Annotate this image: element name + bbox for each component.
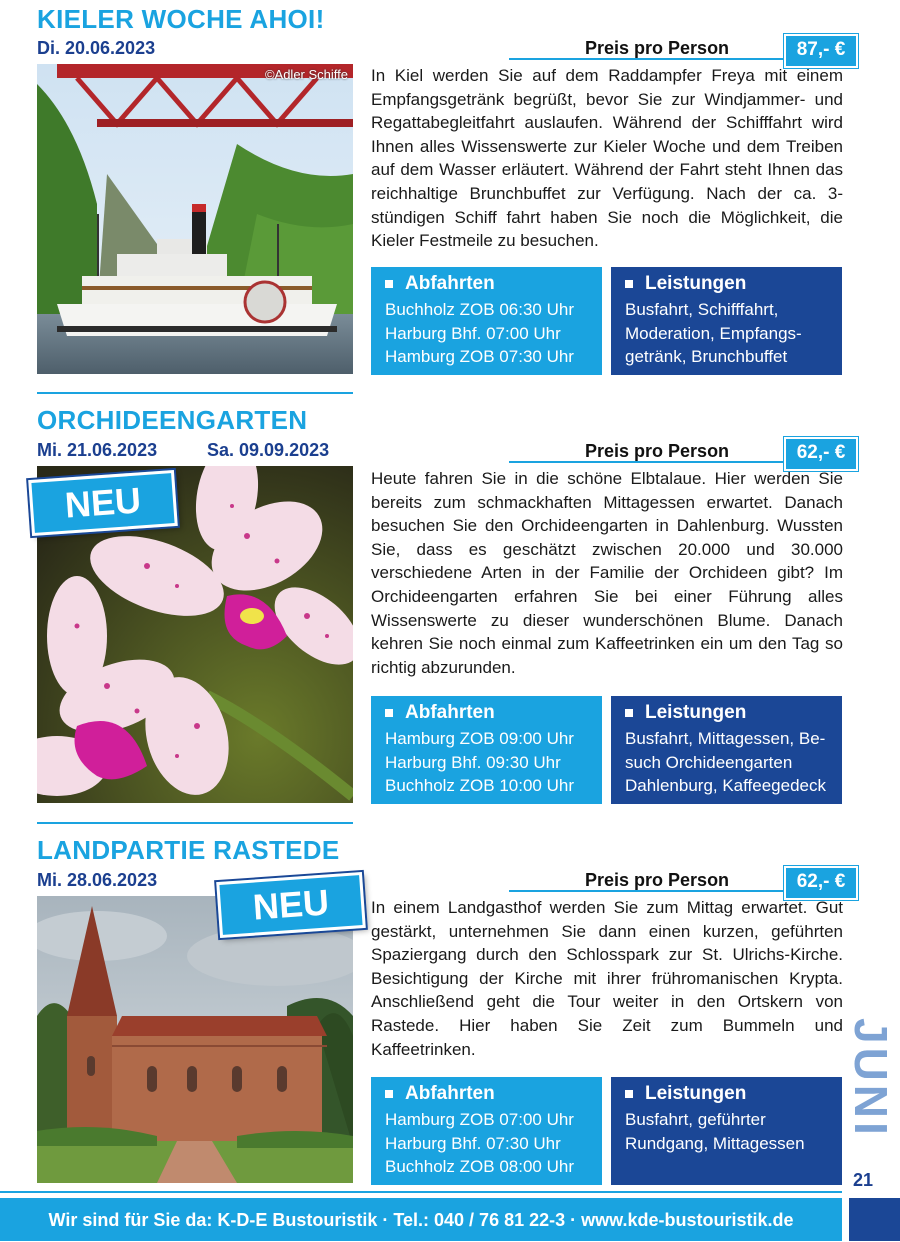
departure-item: Buchholz ZOB 06:30 Uhr bbox=[385, 300, 574, 319]
service-item: such Orchideengarten bbox=[625, 752, 793, 772]
trip-date-second: Sa. 09.09.2023 bbox=[207, 440, 330, 460]
trip-title: ORCHIDEENGARTEN bbox=[37, 405, 308, 435]
departure-item: Hamburg ZOB 07:30 Uhr bbox=[385, 347, 574, 366]
footer-corner-block bbox=[849, 1198, 900, 1241]
service-item: Rundgang, Mittagessen bbox=[625, 1133, 805, 1153]
bullet-icon bbox=[625, 1090, 633, 1098]
month-label: JUNI bbox=[845, 1018, 897, 1139]
services-box bbox=[611, 696, 842, 804]
departures-box bbox=[371, 267, 602, 375]
services-title: Leistungen bbox=[645, 273, 747, 294]
bullet-icon bbox=[625, 280, 633, 288]
trip-description: In einem Landgasthof werden Sie zum Mittag erwartet. Gut gestärkt, unternehmen Sie dann einen kurzen, geführten Spaziergang durch den Schlosspark zur St. Ulrichs-Kirche. Besichtigung der Kirche mit ihrer frühromanischen Krypta. Anschließend geht die Tour weiter in den Ortskern von Rastede. Hier haben Sie Zeit zum Bummeln und Kaffeetrinken. bbox=[371, 898, 843, 1059]
services-title: Leistungen bbox=[645, 1083, 747, 1104]
trip-date: Mi. 28.06.2023 bbox=[37, 870, 158, 890]
footer-contact: Wir sind für Sie da: K-D-E Bustouristik · Tel.: 040 / 76 81 22-3 · www.kde-bustouristik.de bbox=[0, 1198, 842, 1241]
trip-photo-paddle-steamer bbox=[37, 64, 353, 374]
departure-item: Buchholz ZOB 10:00 Uhr bbox=[385, 776, 574, 795]
service-item: Busfahrt, Mittagessen, Be- bbox=[625, 729, 826, 748]
service-item: Busfahrt, Schifffahrt, bbox=[625, 300, 779, 319]
service-item: Dahlenburg, Kaffeegedeck bbox=[625, 776, 827, 795]
trip-date: Di. 20.06.2023 bbox=[37, 38, 156, 58]
bullet-icon bbox=[625, 709, 633, 717]
bullet-icon bbox=[385, 280, 393, 288]
trip-title: LANDPARTIE RASTEDE bbox=[37, 835, 340, 865]
photo-credit: ©Adler Schiffe bbox=[264, 67, 348, 82]
trip-description: Heute fahren Sie in die schöne Elbtalaue. Hier werden Sie bereits zum schmackhaften Mittagessen erwartet. Danach besuchen Sie den Orchideengarten in Dahlenburg. Wussten Sie, dass es geschätzt zwischen 20.000 und 30.000 verschiedene Arten in der Familie der Orchideen gibt? Im Orchideengarten erfahren Sie bei einer Führung alles Wissenswerte zu dieser wunderschönen Blume. Danach kehren Sie noch einmal zum Kaffeetrinken ein um den Tag so richtig abzurunden. bbox=[371, 469, 843, 677]
departure-item: Harburg Bhf. 09:30 Uhr bbox=[385, 752, 561, 772]
new-badge: NEU bbox=[216, 872, 366, 938]
section-divider bbox=[37, 392, 353, 394]
departures-title: Abfahrten bbox=[405, 1083, 495, 1104]
departure-item: Harburg Bhf. 07:00 Uhr bbox=[385, 323, 561, 343]
departure-item: Buchholz ZOB 08:00 Uhr bbox=[385, 1157, 574, 1176]
section-divider bbox=[37, 822, 353, 824]
departure-item: Hamburg ZOB 09:00 Uhr bbox=[385, 729, 574, 748]
services-title: Leistungen bbox=[645, 702, 747, 723]
new-badge: NEU bbox=[28, 470, 178, 536]
price-badge: 62,- € bbox=[784, 866, 858, 900]
price-badge: 62,- € bbox=[784, 437, 858, 471]
service-item: Moderation, Empfangs- bbox=[625, 323, 802, 343]
departures-box bbox=[371, 696, 602, 804]
trip-title: KIELER WOCHE AHOI! bbox=[37, 4, 325, 34]
price-label: Preis pro Person bbox=[585, 441, 730, 461]
price-label: Preis pro Person bbox=[585, 870, 730, 890]
bullet-icon bbox=[385, 1090, 393, 1098]
service-item: Busfahrt, geführter bbox=[625, 1110, 766, 1129]
departure-item: Hamburg ZOB 07:00 Uhr bbox=[385, 1110, 574, 1129]
price-badge: 87,- € bbox=[784, 34, 858, 68]
departures-title: Abfahrten bbox=[405, 702, 495, 723]
page-number: 21 bbox=[853, 1170, 874, 1190]
trip-date: Mi. 21.06.2023 bbox=[37, 440, 158, 460]
departure-item: Harburg Bhf. 07:30 Uhr bbox=[385, 1133, 561, 1153]
departures-title: Abfahrten bbox=[405, 273, 495, 294]
services-box bbox=[611, 1077, 842, 1185]
trip-description: In Kiel werden Sie auf dem Raddampfer Freya mit einem Empfangsgetränk begrüßt, bevor Sie zur Windjammer- und Regattabegleitfahrt auslaufen. Während der Schifffahrt wird Ihnen alles Wissenswerte zur Kieler Woche und dem Treiben auf dem Wasser erläutert. Während der Fahrt steht Ihnen das reichhaltige Brunchbuffet zur Verfügung. Nach der ca. 3-stündigen Schiff fahrt haben Sie noch die Möglichkeit, die Kieler Festmeile zu besuchen. bbox=[371, 66, 843, 251]
footer-rule bbox=[0, 1191, 842, 1193]
price-label: Preis pro Person bbox=[585, 38, 730, 58]
departures-box bbox=[371, 1077, 602, 1185]
trip-photo-church bbox=[37, 896, 353, 1183]
bullet-icon bbox=[385, 709, 393, 717]
service-item: getränk, Brunchbuffet bbox=[625, 347, 788, 366]
services-box bbox=[611, 267, 842, 375]
